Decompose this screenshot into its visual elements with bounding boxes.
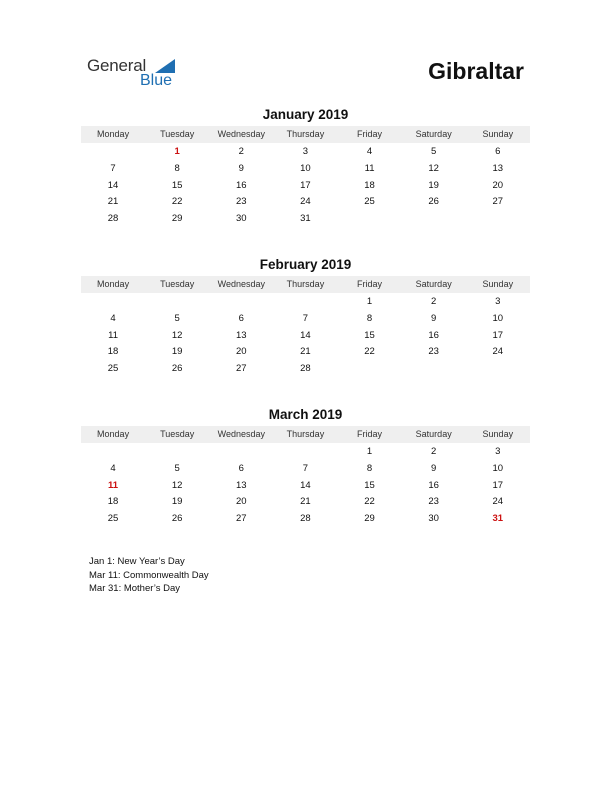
day-cell: 20 — [236, 496, 247, 508]
day-cell — [145, 443, 209, 460]
weekday-header: Tuesday — [160, 429, 195, 439]
day-cell: 15 — [171, 179, 183, 191]
day-cell: 16 — [236, 179, 247, 191]
day-cell: 6 — [238, 462, 244, 474]
day-cell: 7 — [302, 312, 309, 324]
day-cell: 10 — [300, 162, 311, 174]
month-title: March 2019 — [268, 407, 343, 422]
day-cell: 8 — [366, 312, 373, 324]
logo-blue-text: Blue — [140, 72, 173, 89]
week-row — [81, 360, 530, 377]
day-cell: 13 — [492, 162, 504, 174]
day-cell: 17 — [492, 479, 504, 491]
day-cell: 24 — [492, 346, 504, 358]
holiday-day-cell: 11 — [108, 479, 119, 491]
day-cell: 24 — [492, 496, 504, 508]
day-cell: 9 — [431, 312, 437, 324]
day-cell — [273, 443, 337, 460]
holiday-note: Jan 1: New Year’s Day — [89, 556, 185, 567]
day-cell: 21 — [107, 196, 119, 208]
holiday-notes — [89, 555, 209, 596]
week-row — [81, 510, 530, 527]
day-cell: 26 — [171, 513, 183, 525]
day-cell: 14 — [300, 479, 311, 491]
day-cell: 27 — [492, 196, 504, 208]
week-row — [81, 443, 530, 460]
day-cell: 3 — [495, 446, 501, 457]
day-cell — [209, 293, 273, 310]
day-cell: 30 — [236, 213, 247, 225]
holiday-day-cell: 31 — [492, 513, 504, 525]
day-cell: 21 — [300, 346, 311, 358]
day-cell: 2 — [431, 446, 437, 457]
weekday-header: Monday — [97, 129, 130, 139]
day-cell — [466, 360, 530, 377]
day-cell: 14 — [300, 329, 311, 341]
day-cell: 5 — [174, 462, 180, 474]
day-cell: 21 — [300, 496, 311, 508]
day-cell: 23 — [428, 346, 439, 358]
day-cell: 10 — [492, 462, 504, 474]
day-cell: 2 — [238, 146, 244, 157]
month-title: February 2019 — [259, 257, 352, 272]
weekday-header: Saturday — [415, 129, 452, 139]
week-row — [81, 310, 530, 327]
day-cell: 23 — [236, 196, 247, 208]
day-cell: 8 — [366, 462, 373, 474]
month-calendar-january — [81, 106, 530, 227]
weekday-header: Monday — [97, 279, 130, 289]
weekday-header: Thursday — [286, 279, 325, 289]
day-cell: 16 — [428, 479, 439, 491]
weekday-header: Thursday — [286, 429, 325, 439]
weekday-header: Sunday — [482, 429, 514, 439]
day-cell — [81, 443, 145, 460]
day-cell: 5 — [174, 312, 180, 324]
day-cell: 9 — [431, 462, 437, 474]
week-row — [81, 327, 530, 344]
day-cell — [209, 443, 273, 460]
weekday-header: Friday — [357, 279, 383, 289]
day-cell: 25 — [107, 513, 119, 525]
day-cell: 27 — [236, 363, 247, 375]
day-cell — [402, 360, 466, 377]
day-cell: 31 — [300, 213, 311, 225]
holiday-day-cell: 1 — [174, 146, 180, 157]
holiday-note: Mar 31: Mother’s Day — [89, 583, 180, 594]
day-cell: 3 — [495, 296, 501, 307]
day-cell: 27 — [236, 513, 247, 525]
day-cell: 12 — [171, 479, 183, 491]
day-cell: 16 — [428, 329, 439, 341]
holiday-note: Mar 11: Commonwealth Day — [89, 569, 209, 581]
day-cell: 19 — [171, 496, 183, 508]
day-cell: 13 — [236, 329, 247, 341]
day-cell — [145, 293, 209, 310]
day-cell — [81, 143, 145, 160]
week-row — [81, 193, 530, 210]
week-row — [81, 293, 530, 310]
week-row — [81, 493, 530, 510]
weekday-header: Sunday — [482, 129, 514, 139]
weekday-header: Thursday — [286, 129, 325, 139]
week-row — [81, 477, 530, 494]
weekday-header: Saturday — [415, 279, 452, 289]
generalblue-logo — [87, 56, 187, 92]
day-cell: 20 — [236, 346, 247, 358]
day-cell — [81, 293, 145, 310]
weekday-header: Wednesday — [217, 129, 265, 139]
day-cell: 19 — [171, 346, 183, 358]
day-cell: 22 — [171, 196, 183, 208]
weekday-header: Wednesday — [217, 279, 265, 289]
day-cell: 26 — [171, 363, 183, 375]
day-cell: 17 — [300, 179, 311, 191]
day-cell: 1 — [366, 446, 373, 457]
week-row — [81, 160, 530, 177]
day-cell: 29 — [364, 513, 375, 525]
day-cell: 3 — [302, 146, 309, 157]
day-cell: 26 — [428, 196, 439, 208]
logo-general-text: General — [87, 56, 147, 75]
day-cell: 28 — [107, 213, 119, 225]
day-cell — [273, 293, 337, 310]
day-cell: 18 — [107, 346, 119, 358]
day-cell: 8 — [174, 162, 180, 174]
day-cell: 9 — [238, 162, 244, 174]
weekday-header-row — [81, 126, 530, 143]
day-cell: 12 — [171, 329, 183, 341]
weekday-header-row — [81, 276, 530, 293]
day-cell — [338, 360, 402, 377]
weekday-header: Saturday — [415, 429, 452, 439]
day-cell: 19 — [428, 179, 439, 191]
week-row — [81, 143, 530, 160]
day-cell: 10 — [492, 312, 504, 324]
day-cell: 28 — [300, 363, 311, 375]
country-title: Gibraltar — [428, 58, 524, 84]
day-cell: 11 — [364, 162, 375, 174]
weekday-header: Sunday — [482, 279, 514, 289]
week-row — [81, 210, 530, 227]
week-row — [81, 343, 530, 360]
weekday-header-row — [81, 426, 530, 443]
day-cell: 7 — [110, 162, 116, 174]
week-row — [81, 177, 530, 194]
day-cell: 4 — [110, 312, 116, 324]
month-calendar-february — [81, 256, 530, 377]
month-title: January 2019 — [262, 107, 349, 122]
day-cell: 4 — [110, 462, 116, 474]
day-cell: 13 — [236, 479, 247, 491]
day-cell: 15 — [364, 479, 375, 491]
day-cell: 4 — [366, 146, 373, 157]
day-cell: 22 — [364, 346, 375, 358]
day-cell — [338, 210, 402, 227]
day-cell: 11 — [108, 329, 118, 341]
day-cell: 7 — [302, 462, 309, 474]
day-cell: 1 — [366, 296, 373, 307]
day-cell: 17 — [492, 329, 504, 341]
month-calendar-march — [81, 406, 530, 527]
weekday-header: Monday — [97, 429, 130, 439]
weekday-header: Tuesday — [160, 279, 195, 289]
weekday-header: Friday — [357, 129, 383, 139]
day-cell — [466, 210, 530, 227]
day-cell: 25 — [107, 363, 119, 375]
day-cell: 6 — [238, 312, 244, 324]
day-cell: 22 — [364, 496, 375, 508]
day-cell: 28 — [300, 513, 311, 525]
week-row — [81, 460, 530, 477]
day-cell — [402, 210, 466, 227]
day-cell: 15 — [364, 329, 375, 341]
day-cell: 12 — [428, 162, 439, 174]
day-cell: 20 — [492, 179, 504, 191]
day-cell: 25 — [364, 196, 375, 208]
logo-triangle-icon — [155, 59, 175, 73]
day-cell: 23 — [428, 496, 439, 508]
day-cell: 18 — [107, 496, 119, 508]
day-cell: 5 — [431, 146, 437, 157]
day-cell: 2 — [431, 296, 437, 307]
day-cell: 6 — [495, 146, 501, 157]
day-cell: 24 — [300, 196, 311, 208]
weekday-header: Tuesday — [160, 129, 195, 139]
weekday-header: Wednesday — [217, 429, 265, 439]
weekday-header: Friday — [357, 429, 383, 439]
day-cell: 30 — [428, 513, 439, 525]
day-cell: 29 — [171, 213, 183, 225]
day-cell: 14 — [107, 179, 119, 191]
day-cell: 18 — [364, 179, 375, 191]
